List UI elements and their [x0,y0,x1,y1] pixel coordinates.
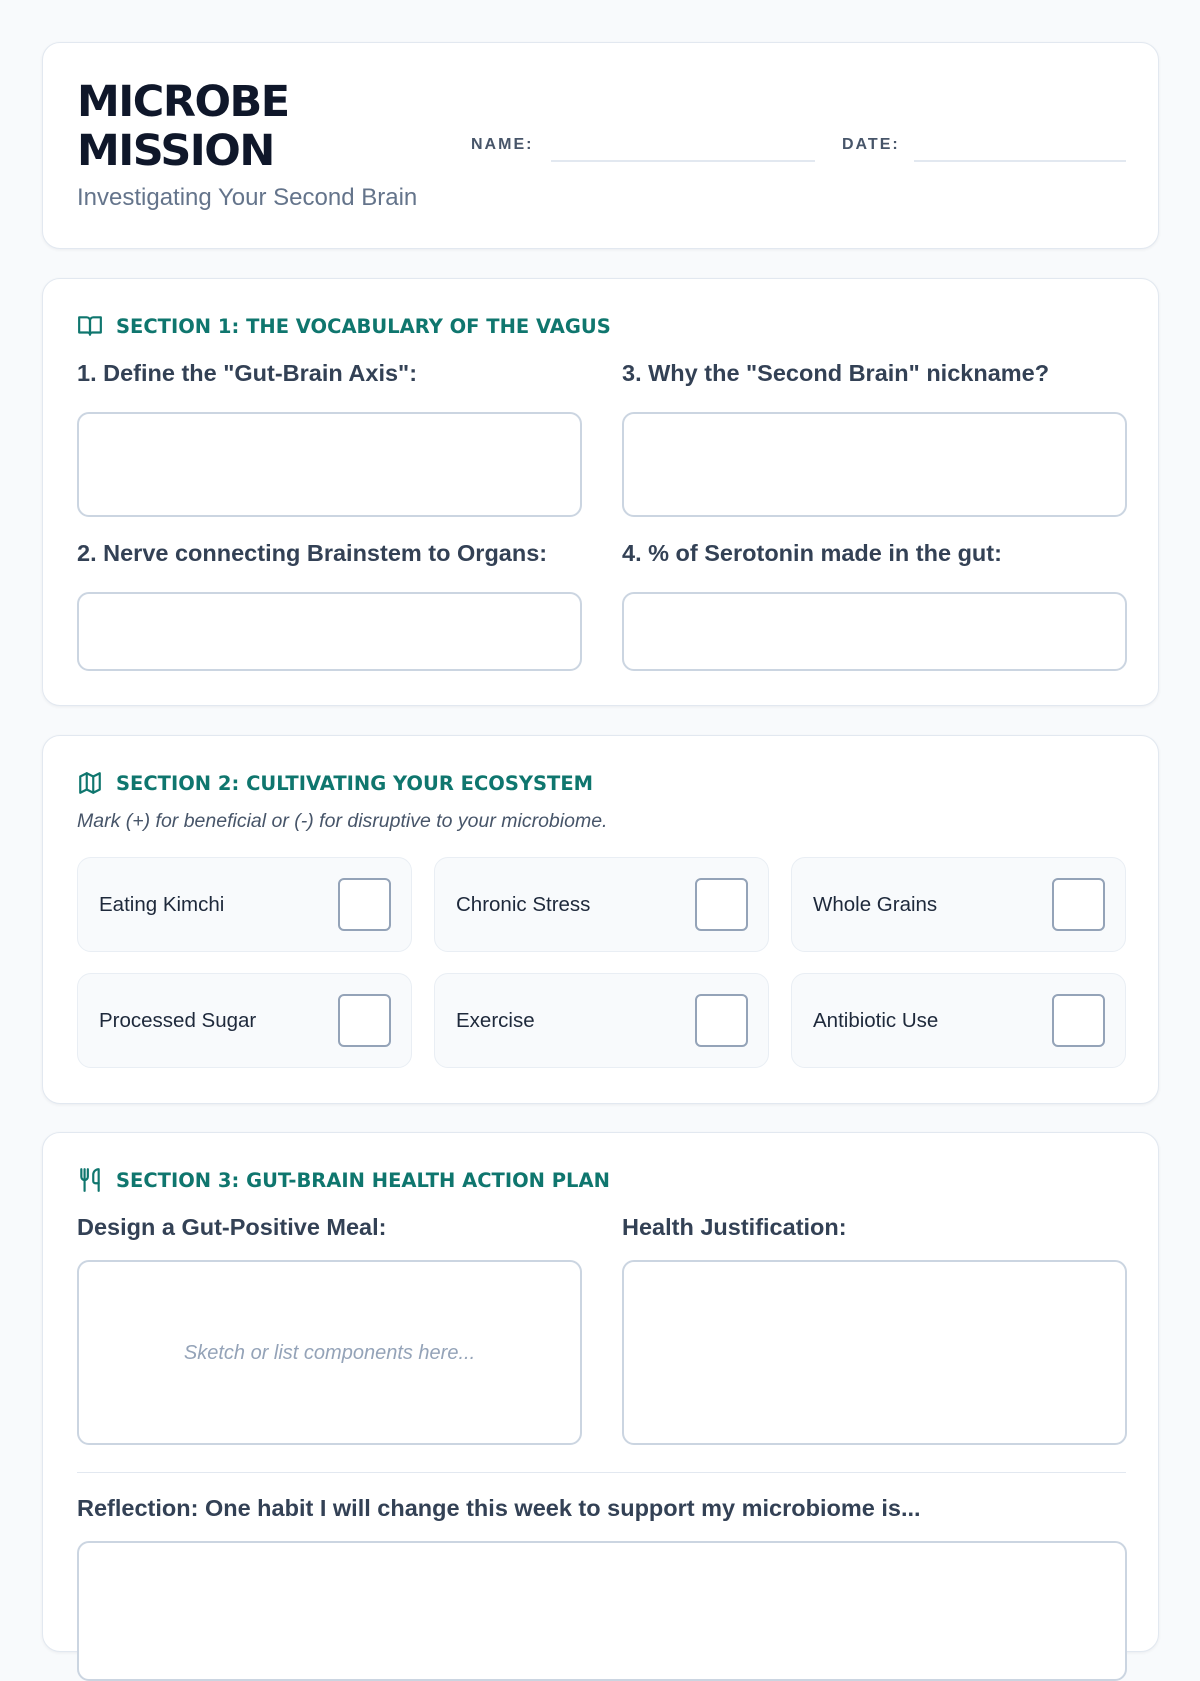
question-1-answer-box[interactable] [77,412,582,517]
ecosystem-item-label: Whole Grains [813,893,938,916]
subtitle: Investigating Your Second Brain [77,184,418,211]
meal-design-box[interactable] [77,1260,582,1445]
reflection-label: Reflection: One habit I will change this week to support my microbiome is... [77,1495,921,1521]
mark-checkbox[interactable] [338,994,391,1047]
section-1-title: SECTION 1: THE VOCABULARY OF THE VAGUS [116,314,611,338]
question-3-label: 3. Why the "Second Brain" nickname? [622,360,1050,386]
date-label: DATE: [842,136,900,153]
ecosystem-item [77,857,412,952]
section-1-card [42,278,1159,706]
ecosystem-item-label: Chronic Stress [456,893,591,916]
name-field[interactable] [551,160,815,162]
section-3-title: SECTION 3: GUT-BRAIN HEALTH ACTION PLAN [116,1168,610,1192]
question-2-answer-box[interactable] [77,592,582,671]
section-3-header [77,1167,610,1193]
question-4-label: 4. % of Serotonin made in the gut: [622,540,1002,566]
section-divider [77,1472,1126,1473]
ecosystem-item [791,857,1126,952]
open-book-icon [77,313,103,339]
section-2-card [42,735,1159,1104]
section-1-header [77,313,611,339]
ecosystem-item-label: Antibiotic Use [813,1009,939,1032]
mark-checkbox[interactable] [695,878,748,931]
meal-design-label: Design a Gut-Positive Meal: [77,1214,387,1240]
question-3-answer-box[interactable] [622,412,1127,517]
section-2-instruction: Mark (+) for beneficial or (-) for disruptive to your microbiome. [77,810,608,832]
section-2-header [77,770,593,796]
section-3-card [42,1132,1159,1652]
mark-checkbox[interactable] [1052,994,1105,1047]
title-line-1: MICROBE [77,77,289,127]
ecosystem-item-label: Exercise [456,1009,535,1032]
question-4-answer-box[interactable] [622,592,1127,671]
mark-checkbox[interactable] [338,878,391,931]
ecosystem-item [434,857,769,952]
question-2-label: 2. Nerve connecting Brainstem to Organs: [77,540,548,566]
mark-checkbox[interactable] [1052,878,1105,931]
utensils-icon [77,1167,103,1193]
health-justification-box[interactable] [622,1260,1127,1445]
ecosystem-item-label: Eating Kimchi [99,893,225,916]
map-icon [77,770,103,796]
ecosystem-item [434,973,769,1068]
name-label: NAME: [471,136,534,153]
meal-design-placeholder: Sketch or list components here... [183,1342,476,1364]
section-2-title: SECTION 2: CULTIVATING YOUR ECOSYSTEM [116,771,594,795]
header-card [42,42,1159,249]
reflection-box[interactable] [77,1541,1127,1681]
title-line-2: MISSION [77,126,274,176]
health-justification-label: Health Justification: [622,1214,847,1240]
date-field[interactable] [914,160,1126,162]
mark-checkbox[interactable] [695,994,748,1047]
ecosystem-item [77,973,412,1068]
ecosystem-item-label: Processed Sugar [99,1009,257,1032]
question-1-label: 1. Define the "Gut-Brain Axis": [77,360,418,386]
ecosystem-item [791,973,1126,1068]
